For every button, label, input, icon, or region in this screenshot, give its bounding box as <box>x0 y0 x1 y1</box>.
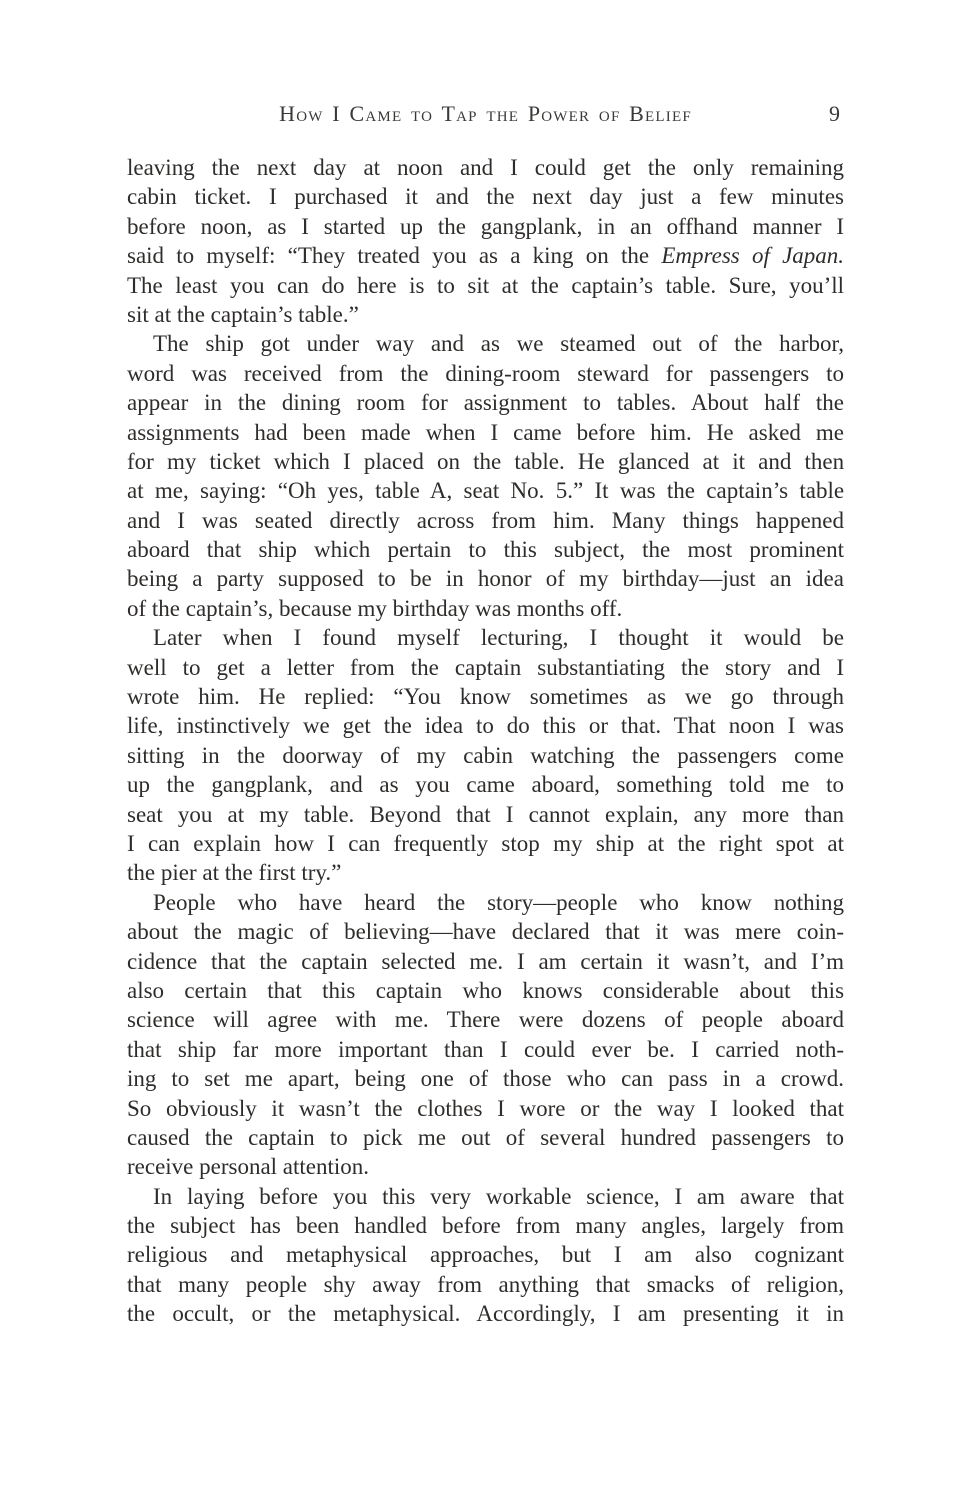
paragraph <box>127 623 844 888</box>
text-block <box>127 153 844 1329</box>
page-number: 9 <box>829 101 840 126</box>
chapter-title: How I Came to Tap the Power of Belief <box>279 101 692 126</box>
paragraph <box>127 329 844 623</box>
paragraph <box>127 153 844 329</box>
text-line: cabin ticket. I purchased it and the next day just a few minutes <box>127 184 844 210</box>
text-line: also certain that this captain who knows considerable about this <box>127 977 845 1003</box>
text-line: and I was seated directly across from him. Many things happened <box>127 507 844 533</box>
text-line: The ship got under way and as we steamed out of the harbor, <box>153 331 844 357</box>
text-line: cidence that the captain selected me. I am certain it wasn’t, and I’m <box>127 948 845 974</box>
text-line: well to get a letter from the captain substantiating the story and I <box>127 654 844 680</box>
text-line: Later when I found myself lecturing, I thought it would be <box>153 625 844 651</box>
text-line: I can explain how I can frequently stop my ship at the right spot at <box>127 830 845 856</box>
text-line: In laying before you this very workable science, I am aware that <box>153 1183 845 1209</box>
text-line: that ship far more important than I could ever be. I carried noth- <box>127 1036 845 1062</box>
text-line: at me, saying: “Oh yes, table A, seat No. 5.” It was the captain’s table <box>127 478 845 504</box>
text-line: seat you at my table. Beyond that I cannot explain, any more than <box>127 801 845 827</box>
text-line: appear in the dining room for assignment to tables. About half the <box>127 390 844 416</box>
text-line: before noon, as I started up the gangplank, in an offhand manner I <box>127 213 845 239</box>
text-line: ing to set me apart, being one of those who can pass in a crowd. <box>127 1066 844 1092</box>
text-line: for my ticket which I placed on the table. He glanced at it and then <box>127 448 845 474</box>
paragraph <box>127 888 844 1182</box>
text-line: sitting in the doorway of my cabin watching the passengers come <box>127 742 844 768</box>
text-line: the occult, or the metaphysical. Accordingly, I am presenting it in <box>127 1301 844 1327</box>
text-line: up the gangplank, and as you came aboard, something told me to <box>127 772 845 798</box>
text-line: word was received from the dining-room steward for passengers to <box>127 360 844 386</box>
text-line: sit at the captain’s table.” <box>127 301 359 327</box>
text-line: leaving the next day at noon and I could get the only remaining <box>127 155 845 180</box>
text-line: caused the captain to pick me out of several hundred passengers to <box>127 1124 844 1150</box>
text-line: aboard that ship which pertain to this subject, the most prominent <box>127 537 844 563</box>
text-line: assignments had been made when I came before him. He asked me <box>127 419 844 445</box>
text-line: the subject has been handled before from many angles, largely from <box>127 1213 845 1239</box>
text-line: religious and metaphysical approaches, but I am also cognizant <box>127 1242 844 1268</box>
text-line: science will agree with me. There were dozens of people aboard <box>127 1007 844 1033</box>
text-line: of the captain’s, because my birthday was months off. <box>127 595 623 621</box>
text-line: receive personal attention. <box>127 1154 370 1180</box>
text-line: So obviously it wasn’t the clothes I wore or the way I looked that <box>127 1095 845 1121</box>
text-line: life, instinctively we get the idea to do this or that. That noon I was <box>127 713 844 739</box>
text-line: being a party supposed to be in honor of my birthday—just an idea <box>127 566 844 592</box>
running-head <box>127 101 844 133</box>
text-line: The least you can do here is to sit at the captain’s table. Sure, you’ll <box>127 272 845 298</box>
paragraph <box>127 1182 844 1329</box>
text-line: said to myself: “They treated you as a king on the Empress of Japan. <box>127 243 845 269</box>
text-line: that many people shy away from anything that smacks of religion, <box>127 1271 845 1297</box>
text-line: the pier at the first try.” <box>127 860 342 886</box>
text-line: People who have heard the story—people who know nothing <box>153 889 844 915</box>
text-line: about the magic of believing—have declared that it was mere coin- <box>127 919 845 945</box>
text-line: wrote him. He replied: “You know sometimes as we go through <box>127 684 844 710</box>
